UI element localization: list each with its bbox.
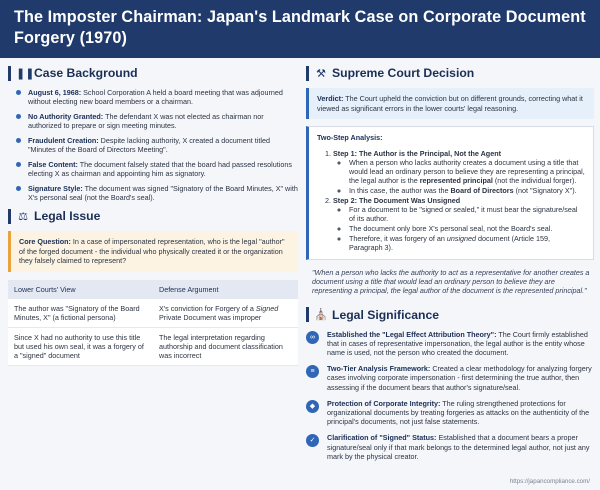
section-accent-bar — [306, 307, 309, 322]
case-background-list — [8, 88, 298, 202]
table-row — [8, 327, 298, 365]
table-cell: The legal interpretation regarding authorship and document classification was incorrect — [153, 327, 298, 365]
table-row — [8, 299, 298, 328]
footer-url: https://japancompliance.com/ — [509, 478, 590, 485]
page-title: The Imposter Chairman: Japan's Landmark Case on Corporate Document Forgery (1970) — [14, 8, 586, 47]
section-accent-bar — [8, 66, 11, 81]
core-question-callout: Core Question: In a case of impersonated representation, who is the legal "author" of the forged document - the individual who physically created it or the organization they falsely claimed to represent? — [8, 231, 298, 272]
scales-icon: ⚖ — [18, 210, 28, 223]
list-item: No Authority Granted: The defendant X was not elected as chairman nor authorized to prepare or sign meeting minutes. — [28, 112, 298, 130]
list-item: ◦ In this case, the author was the Board of Directors (not "Signatory X"). — [349, 186, 585, 195]
list-item: ◦ For a document to be "signed or sealed," it must bear the signature/seal of its author. — [349, 205, 585, 223]
list-item: ◦ Therefore, it was forgery of an unsigned document (Article 159, Paragraph 3). — [349, 234, 585, 252]
table-header-row — [8, 280, 298, 299]
building-icon: ⛪ — [314, 309, 328, 322]
court-quote: "When a person who lacks the authority to act as a representative for another creates a document using a title that would lead an ordinary person to believe they are representing a principal, the legal author of the document is the represented principal." — [312, 268, 590, 296]
list-item: ◦ When a person who lacks authority creates a document using a title that would lead an ordinary person to believe they are representing a principal, the legal author is the represented principal (not the individual forger). — [349, 158, 585, 185]
verdict-callout: Verdict: The Court upheld the conviction but on different grounds, correcting what it viewed as significant errors in the lower courts' legal reasoning. — [306, 88, 594, 119]
list-item: ✓ Clarification of "Signed" Status: Established that a document bears a proper signature/seal only if that mark belongs to the determined legal author, not just any mark by the physical creator. — [306, 433, 594, 461]
section-accent-bar — [8, 209, 11, 224]
book-icon: ❚❚ — [16, 67, 35, 80]
list-item: 1. Step 1: The Author is the Principal, Not the Agent ◦ When a person who lacks authority creates a document using a title that would lead an ordinary person to believe they are representing a principal, the legal author is the represented principal (not the individual forger). ◦ In this case, the author was the Board of Directors (not "Signatory X"). — [333, 149, 585, 195]
list-item: ≡ Two-Tier Analysis Framework: Created a clear methodology for analyzing forgery cases involving corporate impersonation - first determining the true author, then assessing if the document bears that author's signature/seal. — [306, 364, 594, 392]
table-cell: X's conviction for Forgery of a Signed Private Document was improper — [153, 299, 298, 328]
supreme-court-decision-heading: ⚒ Supreme Court Decision — [306, 64, 594, 82]
right-column — [306, 64, 594, 468]
two-step-analysis-box: Two-Step Analysis: 1. Step 1: The Author is the Principal, Not the Agent ◦ When a person who lacks authority creates a document using a title that would lead an ordinary person to believe they are representing a principal, the legal author is the represented principal (not the individual forger). ◦ In this case, the author was the Board of Directors (not "Signatory X"). 2. Step 2: The Document Was Unsigned ◦ For a document to be "signed or sealed," it must bear the signature/seal of its author. ◦ The document only bore X's personal seal, not the Board's seal. ◦ Therefore, it was forgery of an unsigned document (Article 159, Paragraph 3). — [306, 126, 594, 260]
list-item: Signature Style: The document was signed "Signatory of the Board Minutes, X" with X's personal seal (not the Board's seal). — [28, 184, 298, 202]
list-item: ∞ Established the "Legal Effect Attribution Theory": The Court firmly established that in cases of representative impersonation, the legal author is the entity whose name is used, not the person who created the document. — [306, 330, 594, 358]
list-item: ◆ Protection of Corporate Integrity: The ruling strengthened protections for organizational documents by treating forgeries as attacks on the authenticity of the principal's documents, not just false statements. — [306, 399, 594, 427]
comparison-table — [8, 280, 298, 366]
table-cell: Since X had no authority to use this title but used his own seal, it was a forgery of a "signed" document — [8, 327, 153, 365]
column-header: Defense Argument — [153, 280, 298, 299]
stamp-icon: ✓ — [306, 434, 319, 447]
gavel-icon: ⚒ — [316, 67, 326, 80]
case-background-heading: ❚❚ Case Background — [8, 64, 298, 82]
list-item: August 6, 1968: School Corporation A held a board meeting that was adjourned without electing new board members or a chairman. — [28, 88, 298, 106]
legal-significance-heading: ⛪ Legal Significance — [306, 306, 594, 324]
shield-icon: ◆ — [306, 400, 319, 413]
left-column — [8, 64, 298, 366]
legal-issue-heading: ⚖ Legal Issue — [8, 207, 298, 225]
layers-icon: ≡ — [306, 365, 319, 378]
link-icon: ∞ — [306, 331, 319, 344]
list-item: Fraudulent Creation: Despite lacking authority, X created a document titled "Minutes of the Board of Directors Meeting". — [28, 136, 298, 154]
page-header — [0, 0, 600, 58]
section-accent-bar — [306, 66, 309, 81]
list-item: False Content: The document falsely stated that the board had passed resolutions electing X as chairman and appointing him as signatory. — [28, 160, 298, 178]
significance-list — [306, 330, 594, 461]
column-header: Lower Courts' View — [8, 280, 153, 299]
list-item: 2. Step 2: The Document Was Unsigned ◦ For a document to be "signed or sealed," it must bear the signature/seal of its author. ◦ The document only bore X's personal seal, not the Board's seal. ◦ Therefore, it was forgery of an unsigned document (Article 159, Paragraph 3). — [333, 196, 585, 252]
list-item: ◦ The document only bore X's personal seal, not the Board's seal. — [349, 224, 585, 233]
table-cell: The author was "Signatory of the Board Minutes, X" (a fictional persona) — [8, 299, 153, 328]
